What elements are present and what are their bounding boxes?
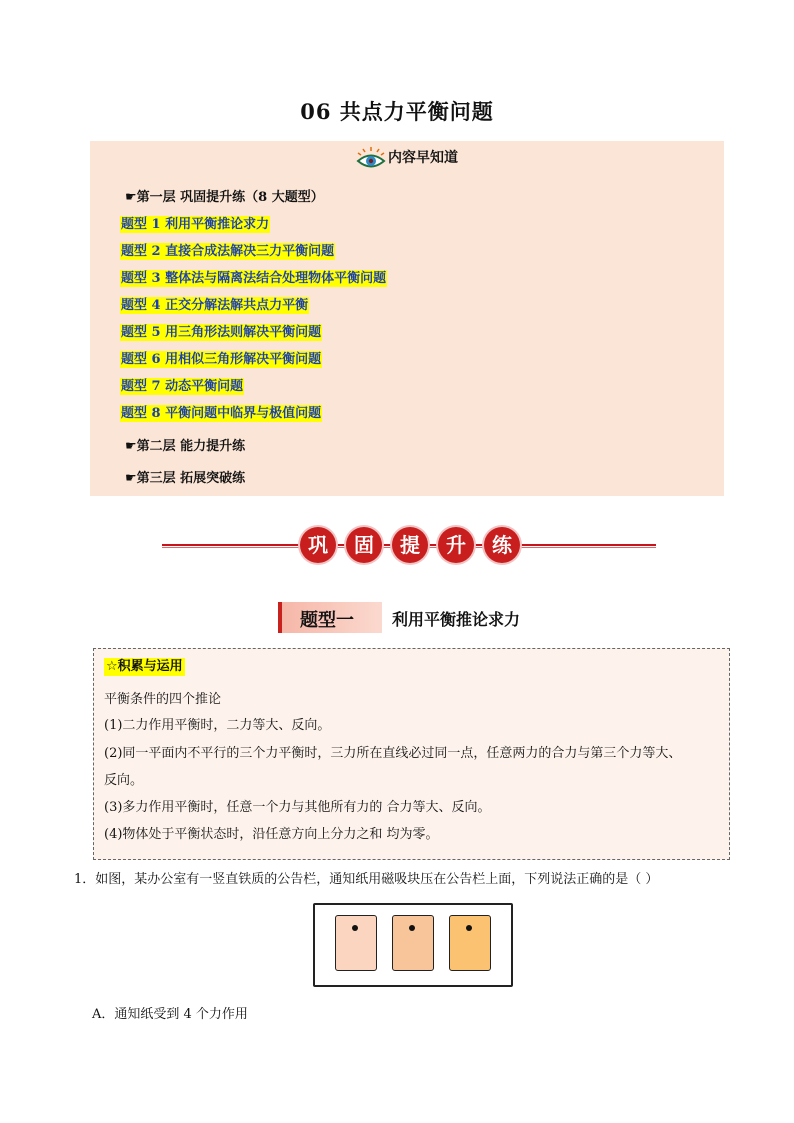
toc-heading xyxy=(90,147,724,169)
eye-icon xyxy=(356,147,386,169)
notice-paper-3 xyxy=(449,915,491,971)
notice-paper-2 xyxy=(392,915,434,971)
toc-level-1[interactable] xyxy=(125,186,324,205)
magnet-dot xyxy=(409,925,415,931)
knowledge-line-6: (4)物体处于平衡状态时，沿任意方向上分力之和 均为零。 xyxy=(104,827,439,842)
page-title: 06 共点力平衡问题 xyxy=(300,99,494,124)
star-icon: ☆ xyxy=(106,659,118,674)
banner-char-5: 练 xyxy=(484,527,520,563)
bulletin-board-figure xyxy=(313,903,513,987)
pointing-hand-icon: ☛ xyxy=(125,439,137,454)
option-a[interactable]: A．通知纸受到 4 个力作用 xyxy=(92,1007,248,1022)
banner-char-2: 固 xyxy=(346,527,382,563)
toc-topic-5[interactable]: 题型 5 用三角形法则解决平衡问题 xyxy=(121,325,322,340)
toc-panel xyxy=(90,141,724,496)
toc-topic-8[interactable]: 题型 8 平衡问题中临界与极值问题 xyxy=(121,406,322,421)
knowledge-line-2: (1)二力作用平衡时，二力等大、反向。 xyxy=(104,718,331,733)
magnet-dot xyxy=(352,925,358,931)
banner-char-3: 提 xyxy=(392,527,428,563)
knowledge-box xyxy=(93,648,730,860)
section-title: 利用平衡推论求力 xyxy=(392,610,521,629)
toc-topic-7[interactable]: 题型 7 动态平衡问题 xyxy=(121,379,244,394)
knowledge-line-1: 平衡条件的四个推论 xyxy=(104,692,222,707)
toc-topic-1[interactable]: 题型 1 利用平衡推论求力 xyxy=(121,217,270,232)
knowledge-line-5: (3)多力作用平衡时，任意一个力与其他所有力的 合力等大、反向。 xyxy=(104,800,491,815)
section-banner xyxy=(162,524,656,566)
pointing-hand-icon: ☛ xyxy=(125,190,137,205)
knowledge-label xyxy=(104,658,185,676)
section-label-badge xyxy=(278,602,382,633)
banner-char-4: 升 xyxy=(438,527,474,563)
toc-level-2-label: 第二层 能力提升练 xyxy=(136,439,246,454)
toc-level-3[interactable] xyxy=(125,467,245,486)
banner-char-1: 巩 xyxy=(300,527,336,563)
toc-level-3-label: 第三层 拓展突破练 xyxy=(136,471,246,486)
toc-level-1-label: 第一层 巩固提升练（8 大题型） xyxy=(136,190,324,205)
notice-paper-1 xyxy=(335,915,377,971)
knowledge-line-3: (2)同一平面内不平行的三个力平衡时，三力所在直线必过同一点，任意两力的合力与第三个力等大、 xyxy=(104,746,682,761)
toc-level-2[interactable] xyxy=(125,435,245,454)
toc-topic-2[interactable]: 题型 2 直接合成法解决三力平衡问题 xyxy=(121,244,335,259)
pointing-hand-icon: ☛ xyxy=(125,471,137,486)
section-label: 题型一 xyxy=(300,610,354,631)
toc-topic-3[interactable]: 题型 3 整体法与隔离法结合处理物体平衡问题 xyxy=(121,271,387,286)
magnet-dot xyxy=(466,925,472,931)
toc-topic-4[interactable]: 题型 4 正交分解法解共点力平衡 xyxy=(121,298,309,313)
knowledge-line-4: 反向。 xyxy=(104,773,144,788)
knowledge-label-text: 积累与运用 xyxy=(117,659,183,674)
toc-heading-text: 内容早知道 xyxy=(388,150,458,166)
toc-topic-6[interactable]: 题型 6 用相似三角形解决平衡问题 xyxy=(121,352,322,367)
question-1-text: 1．如图，某办公室有一竖直铁质的公告栏，通知纸用磁吸块压在公告栏上面，下列说法正确的是（ ） xyxy=(74,872,659,887)
